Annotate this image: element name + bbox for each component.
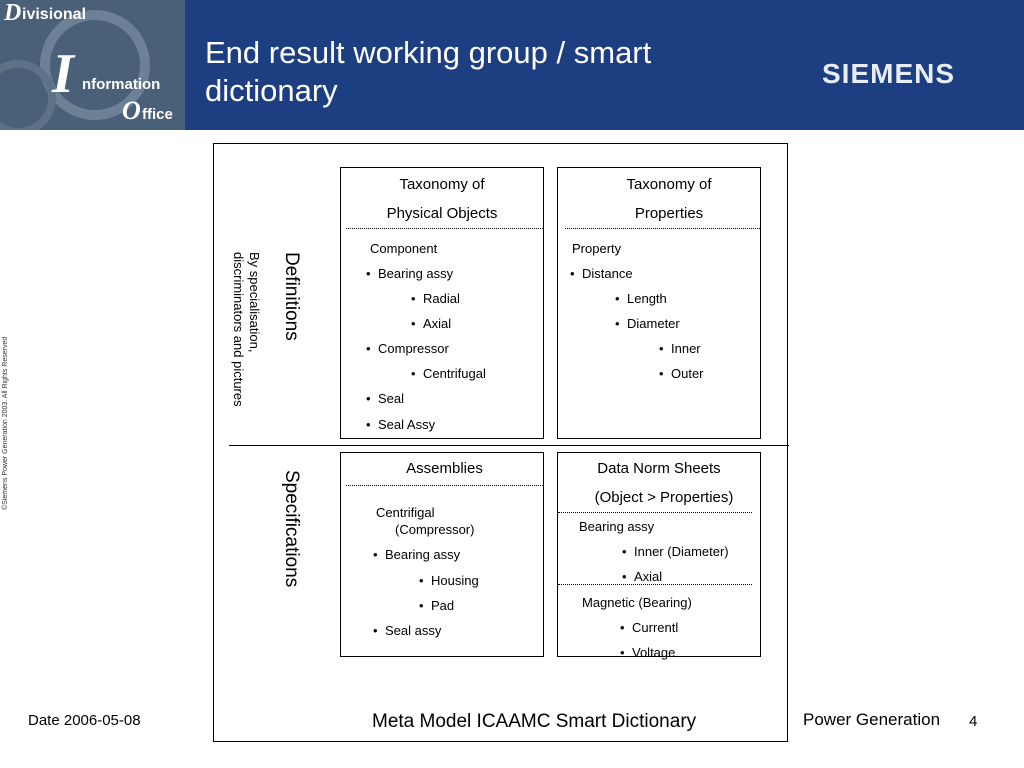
dotted-separator — [565, 228, 760, 229]
list-item: • Radial — [411, 291, 460, 306]
list-item: • Axial — [411, 316, 452, 331]
list-item: • Inner (Diameter) — [622, 544, 729, 559]
slide-title: End result working group / smart dictionary — [205, 35, 652, 108]
box-title: Taxonomy of — [399, 176, 485, 193]
definitions-subtitle-1: By specialisation, — [247, 252, 262, 353]
definitions-label: Definitions — [281, 252, 302, 341]
list-item: • Axial — [622, 569, 663, 584]
data-norm-sheets-box — [557, 452, 761, 660]
header-bar — [0, 0, 1024, 130]
copyright-notice: ©Siemens Power Generation 2003. All Rights Reserved — [2, 336, 9, 510]
box-title: (Object > Properties) — [594, 489, 734, 506]
list-item: • Currentl — [620, 620, 679, 635]
list-item: • Distance — [570, 266, 633, 281]
taxonomy-properties-box — [557, 167, 761, 439]
footer-division: Power Generation — [803, 710, 941, 729]
list-item: Property — [572, 241, 622, 256]
box-title: Physical Objects — [386, 205, 498, 222]
dotted-separator — [558, 512, 752, 513]
list-item: • Inner — [659, 341, 701, 356]
divider-line — [229, 445, 789, 446]
list-item: • Housing — [419, 573, 479, 588]
assemblies-box — [340, 452, 544, 657]
footer-date: Date 2006-05-08 — [28, 712, 141, 729]
box-title: Assemblies — [406, 460, 483, 477]
page-number: 4 — [969, 713, 978, 730]
specifications-label: Specifications — [281, 470, 302, 588]
list-item: • Compressor — [366, 341, 449, 356]
list-item: Centrifigal — [376, 505, 435, 520]
list-item: • Length — [615, 291, 667, 306]
list-item: • Seal — [366, 391, 405, 406]
list-item: • Voltage — [620, 645, 676, 660]
list-item: (Compressor) — [395, 522, 475, 537]
list-item: • Seal assy — [373, 623, 442, 638]
dotted-separator — [346, 228, 543, 229]
box-title: Data Norm Sheets — [597, 460, 721, 477]
taxonomy-physical-objects-box — [340, 167, 544, 439]
list-item: • Diameter — [615, 316, 680, 331]
dotted-separator — [346, 485, 543, 486]
list-item: • Bearing assy — [366, 266, 454, 281]
definitions-subtitle-2: discriminators and pictures — [231, 252, 246, 407]
siemens-logo: SIEMENS — [822, 58, 956, 89]
box-title: Taxonomy of — [626, 176, 712, 193]
list-item: • Outer — [659, 366, 704, 381]
list-item: Magnetic (Bearing) — [582, 595, 692, 610]
box-title: Properties — [634, 205, 704, 222]
footer-caption: Meta Model ICAAMC Smart Dictionary — [372, 711, 697, 732]
list-item: • Seal Assy — [366, 417, 436, 432]
divisional-information-office-logo: D ivisional I nformation O ffice — [0, 0, 185, 130]
list-item: • Pad — [419, 598, 455, 613]
list-item: • Bearing assy — [373, 547, 461, 562]
list-item: • Centrifugal — [411, 366, 486, 381]
list-item: Component — [370, 241, 438, 256]
list-item: Bearing assy — [579, 519, 655, 534]
dotted-separator — [558, 584, 752, 585]
